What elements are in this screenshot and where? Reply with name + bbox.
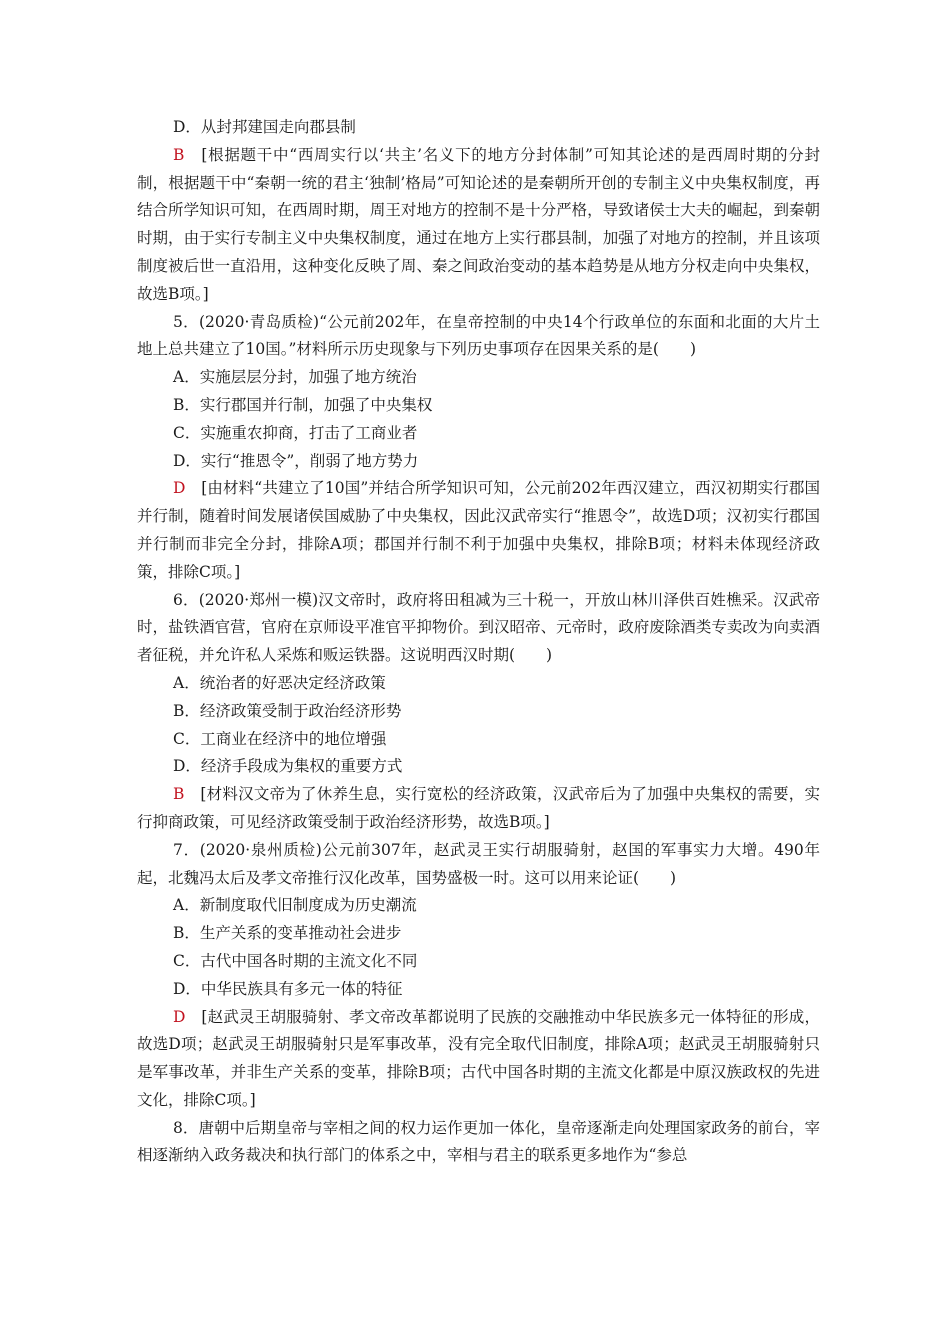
q7-option-a: A．新制度取代旧制度成为历史潮流 <box>173 896 417 915</box>
q6-explanation-block <box>137 781 820 837</box>
q6-stem: 6．(2020·郑州一模)汉文帝时，政府将田租减为三十税一，开放山林川泽供百姓樵采。汉武帝时，盐铁酒官营，官府在京师设平准官平抑物价。到汉昭帝、元帝时，政府废除酒类专卖改为向卖酒者征税，并允许私人采炼和贩运铁器。这说明西汉时期( ) <box>137 590 820 665</box>
document-page <box>137 114 820 1170</box>
q7-option-c: C．古代中国各时期的主流文化不同 <box>173 951 418 970</box>
q5-option-b: B．实行郡国并行制，加强了中央集权 <box>173 395 433 414</box>
q8-stem: 8．唐朝中后期皇帝与宰相之间的权力运作更加一体化，皇帝逐渐走向处理国家政务的前台，宰相逐渐纳入政务裁决和执行部门的体系之中，宰相与君主的联系更多地作为“参总 <box>137 1118 820 1165</box>
q7-answer-letter: D <box>173 1007 186 1026</box>
q5-option-d: D．实行“推恩令”，削弱了地方势力 <box>173 451 419 470</box>
q6-option-b: B．经济政策受制于政治经济形势 <box>173 701 402 720</box>
q5-option-c: C．实施重农抑商，打击了工商业者 <box>173 423 418 442</box>
q7-option-b: B．生产关系的变革推动社会进步 <box>173 924 402 943</box>
q5-answer-letter: D <box>173 479 186 498</box>
q5-option-a: A．实施层层分封，加强了地方统治 <box>173 368 417 387</box>
q4-explanation: [根据题干中“西周实行以‘共主’名义下的地方分封体制”可知其论述的是西周时期的分封制，根据题干中“秦朝一统的君主‘独制’格局”可知论述的是秦朝所开创的专制主义中央集权制度，再结合所学知识可知，在西周时期，周王对地方的控制不是十分严格，导致诸侯士大夫的崛起，到秦朝时期，由于实行专制主义中央集权制度，通过在地方上实行郡县制，加强了对地方的控制，并且该项制度被后世一直沿用，这种变化反映了周、秦之间政治变动的基本趋势是从地方分权走向中央集权，故选B项。] <box>137 145 820 303</box>
q4-answer-letter: B <box>173 145 185 164</box>
q5-explanation: [由材料“共建立了10国”并结合所学知识可知，公元前202年西汉建立，西汉初期实行郡国并行制，随着时间发展诸侯国威胁了中央集权，因此汉武帝实行“推恩令”，故选D项；汉初实行郡国并行制而非完全分封，排除A项；郡国并行制不利于加强中央集权，排除B项；材料未体现经济政策，排除C项。] <box>137 479 820 581</box>
q6-option-d: D．经济手段成为集权的重要方式 <box>173 757 403 776</box>
q7-stem: 7．(2020·泉州质检)公元前307年，赵武灵王实行胡服骑射，赵国的军事实力大增。490年起，北魏冯太后及孝文帝推行汉化改革，国势盛极一时。这可以用来论证( ) <box>137 840 820 887</box>
q4-explanation-block <box>137 142 820 309</box>
q6-explanation: [材料汉文帝为了休养生息，实行宽松的经济政策，汉武帝后为了加强中央集权的需要，实行抑商政策，可见经济政策受制于政治经济形势，故选B项。] <box>137 785 820 831</box>
q5-explanation-block <box>137 475 820 586</box>
q4-option-d: D．从封邦建国走向郡县制 <box>173 118 356 136</box>
q6-answer-letter: B <box>173 785 185 804</box>
q7-explanation-block <box>137 1004 820 1115</box>
q7-option-d: D．中华民族具有多元一体的特征 <box>173 979 403 998</box>
q6-option-a: A．统治者的好恶决定经济政策 <box>173 673 386 692</box>
q6-option-c: C．工商业在经济中的地位增强 <box>173 729 387 748</box>
q7-explanation: [赵武灵王胡服骑射、孝文帝改革都说明了民族的交融推动中华民族多元一体特征的形成，故选D项；赵武灵王胡服骑射只是军事改革，没有完全取代旧制度，排除A项；赵武灵王胡服骑射只是军事改革，并非生产关系的变革，排除B项；古代中国各时期的主流文化都是中原汉族政权的先进文化，排除C项。] <box>137 1007 820 1109</box>
q5-stem: 5．(2020·青岛质检)“公元前202年，在皇帝控制的中央14个行政单位的东面和北面的大片土地上总共建立了10国。”材料所示历史现象与下列历史事项存在因果关系的是( ) <box>137 312 820 359</box>
